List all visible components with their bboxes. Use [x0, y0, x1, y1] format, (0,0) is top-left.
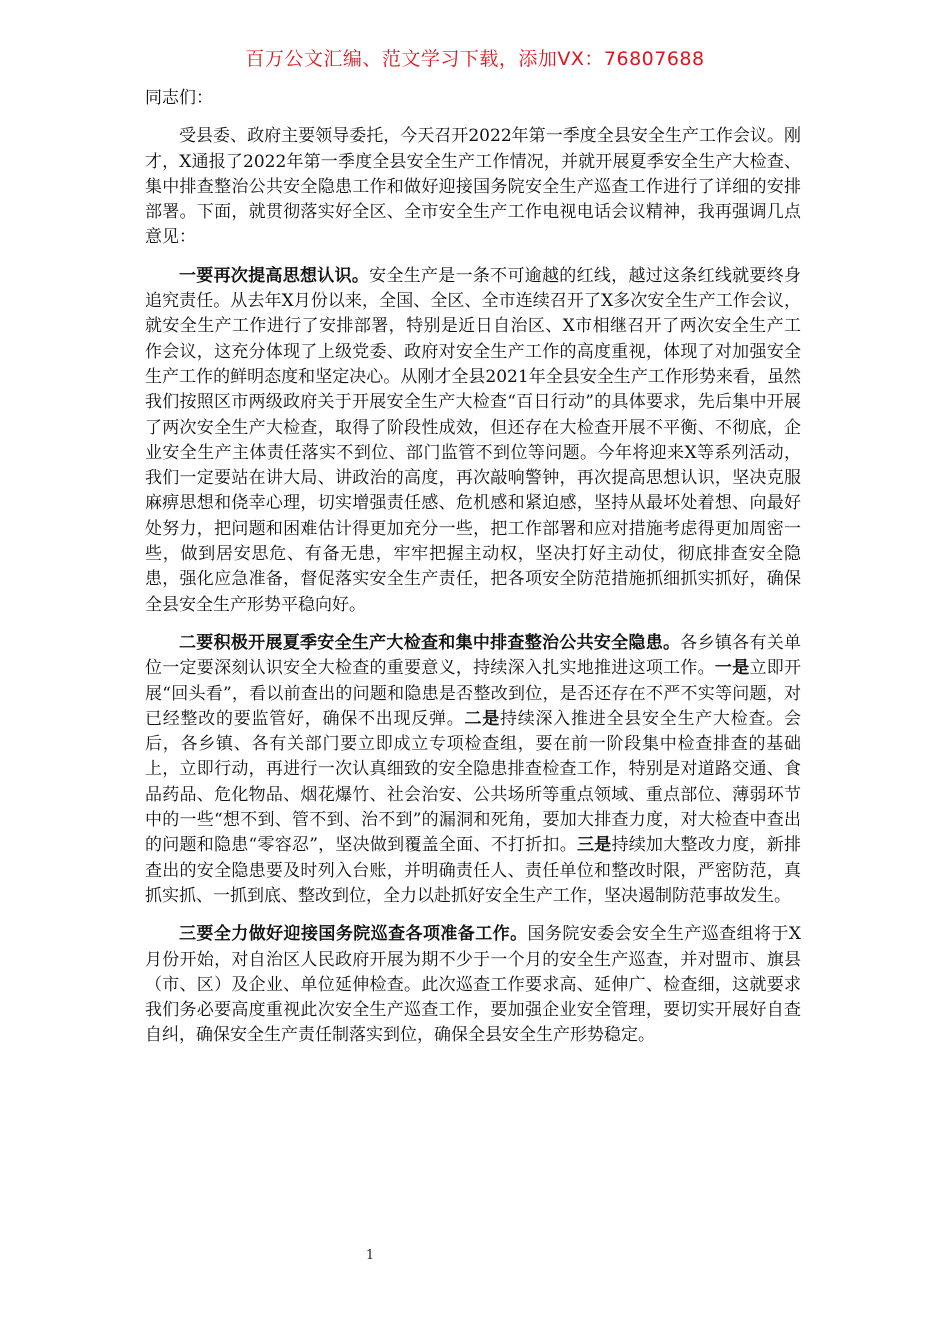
point-3-label: 三是 [576, 835, 612, 856]
intro-paragraph: 受县委、政府主要领导委托，今天召开2022年第一季度全县安全生产工作会议。刚才，X通报了2022年第一季度全县安全生产工作情况，并就开展夏季安全生产大检查、集中排查整治公共安全隐患工作和做好迎接国务院安全生产巡查工作进行了详细的安排部署。下面，就贯彻落实好全区、全市安全生产工作电视电话会议精神，我再强调几点意见： [145, 126, 801, 248]
section-2-paragraph [145, 631, 801, 909]
header-banner: 百万公文汇编、范文学习下载，添加VX：76807688 [245, 48, 705, 70]
section-3-body: 国务院安委会安全生产巡查组将于X月份开始，对自治区人民政府开展为期不少于一个月的安全生产巡查，并对盟市、旗县（市、区）及企业、单位延伸检查。此次巡查工作要求高、延伸广、检查细，这就要求我们务必要高度重视此次安全生产巡查工作，要加强企业安全管理，要切实开展好自查自纠，确保安全生产责任制落实到位，确保全县安全生产形势稳定。 [145, 924, 801, 1046]
point-1-text: 立即开展“回头看”，看以前查出的问题和隐患是否整改到位，是否还存在不严不实等问题，对已经整改的要监管好，确保不出现反弹。 [145, 658, 802, 729]
salutation: 同志们： [145, 88, 213, 108]
point-1-label: 一是 [714, 658, 750, 679]
section-1-heading: 一要再次提高思想认识。 [179, 265, 370, 286]
section-1-paragraph [145, 264, 801, 618]
section-1-body: 安全生产是一条不可逾越的红线，越过这条红线就要终身追究责任。从去年X月份以来，全国、全区、全市连续召开了X多次安全生产工作会议，就安全生产工作进行了安排部署，特别是近日自治区、X市相继召开了两次安全生产工作会议，这充分体现了上级党委、政府对安全生产工作的高度重视，体现了对加强安全生产工作的鲜明态度和坚定决心。从刚才全县2021年全县安全生产工作形势来看，虽然我们按照区市两级政府关于开展安全生产大检查“百日行动”的具体要求，先后集中开展了两次安全生产大检查，取得了阶段性成效，但还存在大检查开展不平衡、不彻底，企业安全生产主体责任落实不到位、部门监管不到位等问题。今年将迎来X等系列活动，我们一定要站在讲大局、讲政治的高度，再次敲响警钟，再次提高思想认识，坚决克服麻痹思想和侥幸心理，切实增强责任感、危机感和紧迫感，坚持从最坏处着想、向最好处努力，把问题和困难估计得更加充分一些，把工作部署和应对措施考虑得更加周密一些，做到居安思危、有备无患，牢牢把握主动权，坚决打好主动仗，彻底排查安全隐患，强化应急准备，督促落实安全生产责任，把各项安全防范措施抓细抓实抓好，确保全县安全生产形势平稳向好。 [145, 265, 802, 615]
section-2-intro: 各乡镇各有关单位一定要深刻认识安全大检查的重要意义，持续深入扎实地推进这项工作。 [145, 632, 802, 679]
point-3-text: 持续加大整改力度，新排查出的安全隐患要及时列入台账，并明确责任人、责任单位和整改时限，严密防范，真抓实抓、一抓到底、整改到位，全力以赴抓好安全生产工作，坚决遏制防范事故发生。 [145, 835, 802, 906]
section-2-heading: 二要积极开展夏季安全生产大检查和集中排查整治公共安全隐患。 [179, 632, 681, 653]
page-number: 1 [365, 1248, 375, 1263]
point-2-label: 二是 [464, 708, 500, 729]
section-3-heading: 三要全力做好迎接国务院巡查各项准备工作。 [179, 924, 528, 945]
section-3-paragraph [145, 922, 801, 1048]
point-2-text: 持续深入推进全县安全生产大检查。会后，各乡镇、各有关部门要立即成立专项检查组，要在前一阶段集中检查排查的基础上，立即行动，再进行一次认真细致的安全隐患排查检查工作，特别是对道路交通、食品药品、危化物品、烟花爆竹、社会治安、公共场所等重点领域、重点部位、薄弱环节中的一些“想不到、管不到、治不到”的漏洞和死角，要加大排查力度，对大检查中查出的问题和隐患“零容忍”，坚决做到覆盖全面、不打折扣。 [145, 708, 801, 856]
document-body [145, 86, 801, 1049]
